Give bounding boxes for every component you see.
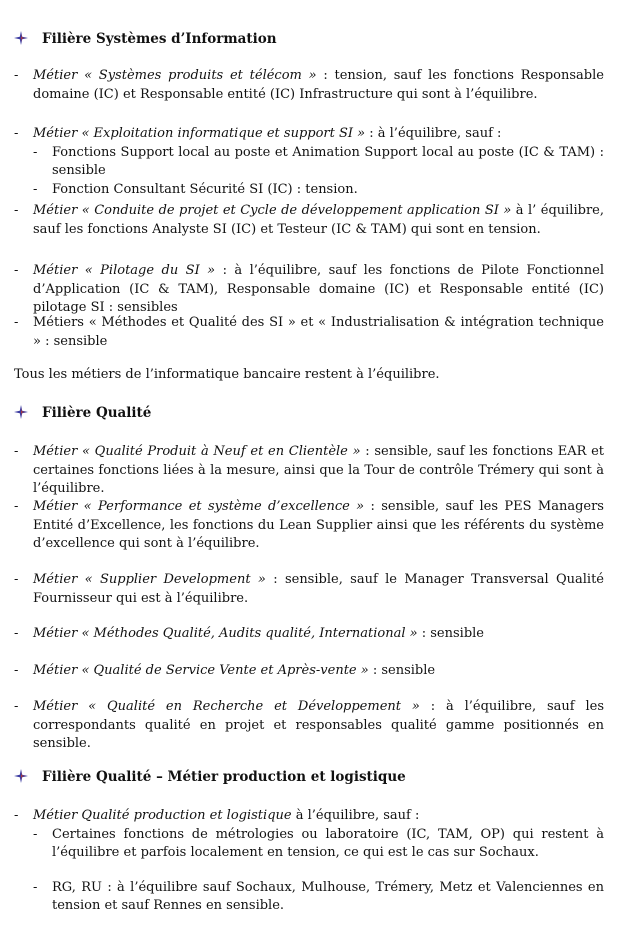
star-bullet-icon [14, 31, 28, 45]
section-heading-si: Filière Systèmes d’Information [14, 30, 277, 49]
list-item: - Métier « Systèmes produits et télécom » : tension, sauf les fonctions Responsable domaine (IC) et Responsable entité (IC) Infrastructure qui sont à l’équilibre. [14, 68, 604, 102]
list-item: - Métier « Méthodes Qualité, Audits qualité, International » : sensible [14, 626, 484, 641]
list-item: - Métier « Performance et système d’excellence » : sensible, sauf les PES Managers Entité d’Excellence, les fonctions du Lean Supplier ainsi que les référents du système d’excellence qui sont à l’équilibre. [14, 499, 604, 551]
star-bullet-icon [14, 769, 28, 783]
section-heading-production-logistique: Filière Qualité – Métier production et logistique [14, 768, 406, 787]
list-item: - Métier « Qualité de Service Vente et Après-vente » : sensible [14, 663, 436, 678]
list-item: - Métier « Supplier Development » : sensible, sauf le Manager Transversal Qualité Fournisseur qui est à l’équilibre. [14, 572, 604, 606]
section-heading-qualite: Filière Qualité [14, 404, 151, 423]
sub-list-item: - Fonction Consultant Sécurité SI (IC) : tension. [33, 181, 358, 197]
sub-list-item: - Fonctions Support local au poste et Animation Support local au poste (IC & TAM) : sensible [33, 144, 604, 178]
list-item: - Métier « Conduite de projet et Cycle de développement application SI » à l’ équilibre, sauf les fonctions Analyste SI (IC) et Testeur (IC & TAM) qui sont en tension. [14, 203, 604, 237]
list-item: - Métiers « Méthodes et Qualité des SI » et « Industrialisation & intégration technique » : sensible [14, 315, 604, 349]
paragraph: Tous les métiers de l’informatique bancaire restent à l’équilibre. [14, 367, 440, 382]
sub-list-item: - RG, RU : à l’équilibre sauf Sochaux, Mulhouse, Trémery, Metz et Valenciennes en tension et sauf Rennes en sensible. [33, 879, 604, 913]
list-item: - Métier « Exploitation informatique et support SI » : à l’équilibre, sauf : - Fonctions Support local au poste et Animation Support local au poste (IC & TAM) : sensible - Fonction Consultant Sécurité SI (IC) : tension. [14, 125, 604, 199]
list-item: - Métier « Qualité en Recherche et Développement » : à l’équilibre, sauf les correspondants qualité en projet et responsables qualité gamme positionnés en sensible. [14, 699, 604, 751]
sub-list-item: - Certaines fonctions de métrologies ou laboratoire (IC, TAM, OP) qui restent à l’équilibre et parfois localement en tension, ce qui est le cas sur Sochaux. [33, 826, 604, 860]
star-bullet-icon [14, 405, 28, 419]
list-item: - Métier « Pilotage du SI » : à l’équilibre, sauf les fonctions de Pilote Fonctionnel d’Application (IC & TAM), Responsable domaine (IC) et Responsable entité (IC) pilotage SI : sensibles [14, 263, 604, 315]
list-item: - Métier Qualité production et logistique à l’équilibre, sauf : - Certaines fonctions de métrologies ou laboratoire (IC, TAM, OP) qui restent à l’équilibre et parfois localement en tension, ce qui est le cas sur Sochaux. - RG, RU : à l’équilibre sauf Sochaux, Mulhouse, Trémery, Metz et Valenciennes en tension et sauf Rennes en sensible. [14, 807, 604, 916]
list-item: - Métier « Qualité Produit à Neuf et en Clientèle » : sensible, sauf les fonctions EAR et certaines fonctions liées à la mesure, ainsi que la Tour de contrôle Trémery qui sont à l’équilibre. [14, 444, 604, 496]
